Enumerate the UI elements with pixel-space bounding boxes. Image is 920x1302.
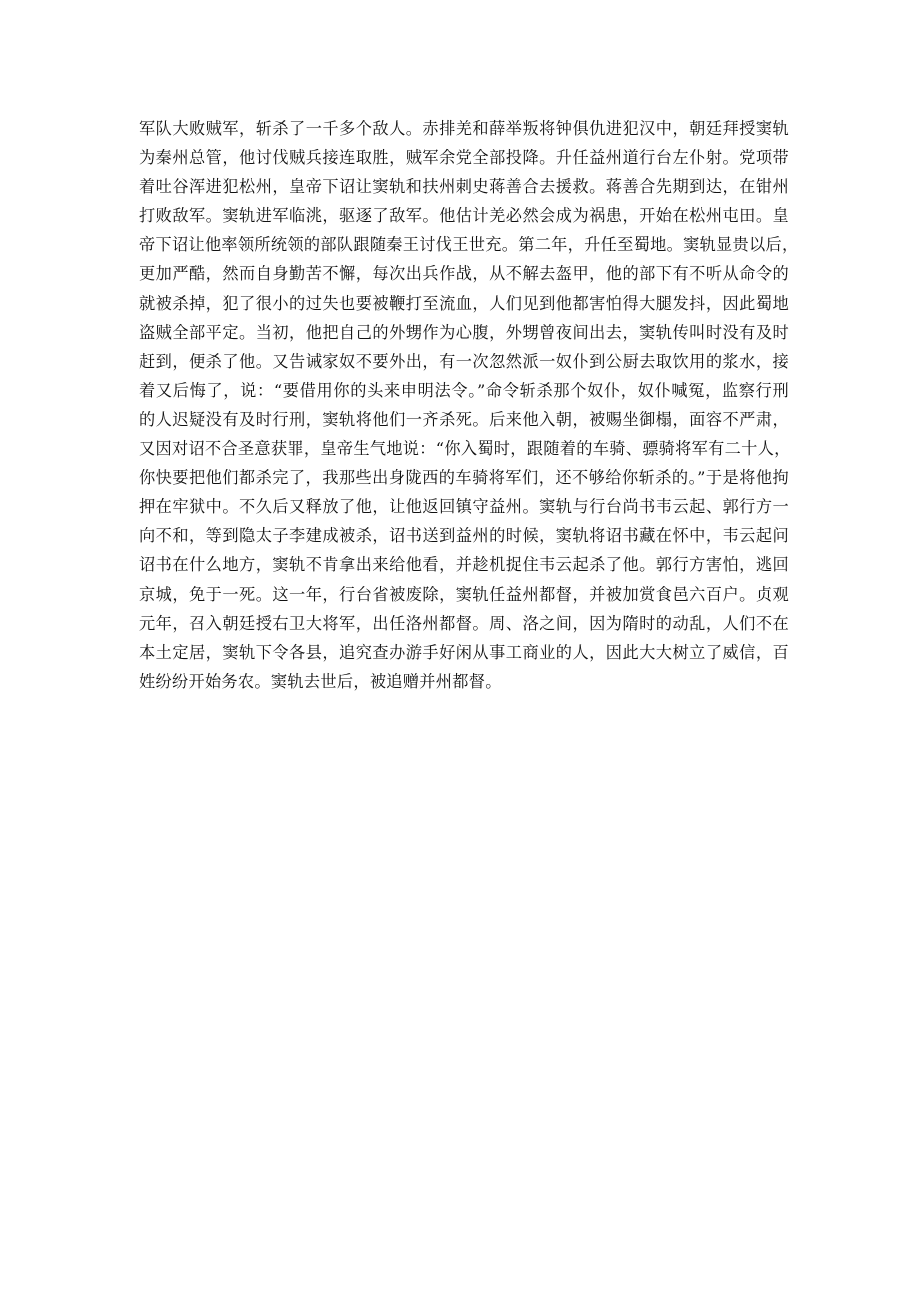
text-line: 更加严酷，然而自身勤苦不懈，每次出兵作战，从不解去盔甲，他的部下有不听从命令的 bbox=[139, 264, 789, 284]
text-line: 元年，召入朝廷授右卫大将军，出任洛州都督。周、洛之间，因为隋时的动乱，人们不在 bbox=[139, 613, 789, 633]
text-line: 着又后悔了，说：“要借用你的头来申明法令。”命令斩杀那个奴仆，奴仆喊冤，监察行刑 bbox=[139, 380, 789, 400]
text-line: 你快要把他们都杀完了，我那些出身陇西的车骑将军们，还不够给你斩杀的。”于是将他拘 bbox=[139, 468, 789, 488]
text-line: 着吐谷浑进犯松州，皇帝下诏让窦轨和扶州刺史蒋善合去援救。蒋善合先期到达，在钳州 bbox=[139, 177, 789, 197]
text-line: 又因对诏不合圣意获罪，皇帝生气地说：“你入蜀时，跟随着的车骑、骠骑将军有二十人， bbox=[139, 439, 791, 459]
text-line: 诏书在什么地方，窦轨不肯拿出来给他看，并趁机捉住韦云起杀了他。郭行方害怕，逃回 bbox=[139, 555, 789, 575]
text-line: 本土定居，窦轨下令各县，追究查办游手好闲从事工商业的人，因此大大树立了威信，百 bbox=[139, 642, 789, 662]
text-line: 帝下诏让他率领所统领的部队跟随秦王讨伐王世充。第二年，升任至蜀地。窦轨显贵以后， bbox=[139, 235, 799, 255]
text-line: 为秦州总管，他讨伐贼兵接连取胜，贼军余党全部投降。升任益州道行台左仆射。党项带 bbox=[139, 148, 789, 168]
text-line: 军队大败贼军，斩杀了一千多个敌人。赤排羌和薛举叛将钟俱仇进犯汉中，朝廷拜授窦轨 bbox=[139, 119, 789, 138]
text-line: 盗贼全部平定。当初，他把自己的外甥作为心腹，外甥曾夜间出去，窦轨传叫时没有及时 bbox=[139, 322, 789, 342]
body-paragraph bbox=[139, 114, 799, 696]
text-line: 姓纷纷开始务农。窦轨去世后，被追赠并州都督。 bbox=[139, 671, 502, 691]
text-line: 押在牢狱中。不久后又释放了他，让他返回镇守益州。窦轨与行台尚书韦云起、郭行方一 bbox=[139, 497, 789, 517]
text-line: 京城，免于一死。这一年，行台省被废除，窦轨任益州都督，并被加赏食邑六百户。贞观 bbox=[139, 584, 789, 604]
text-line: 的人迟疑没有及时行刑，窦轨将他们一齐杀死。后来他入朝，被赐坐御榻，面容不严肃， bbox=[139, 409, 789, 429]
text-line: 就被杀掉，犯了很小的过失也要被鞭打至流血，人们见到他都害怕得大腿发抖，因此蜀地 bbox=[139, 293, 789, 313]
text-line: 赶到，便杀了他。又告诫家奴不要外出，有一次忽然派一奴仆到公厨去取饮用的浆水，接 bbox=[139, 351, 789, 371]
text-line: 向不和，等到隐太子李建成被杀，诏书送到益州的时候，窦轨将诏书藏在怀中，韦云起问 bbox=[139, 526, 789, 546]
text-line: 打败敌军。窦轨进军临洮，驱逐了敌军。他估计羌必然会成为祸患，开始在松州屯田。皇 bbox=[139, 206, 789, 226]
